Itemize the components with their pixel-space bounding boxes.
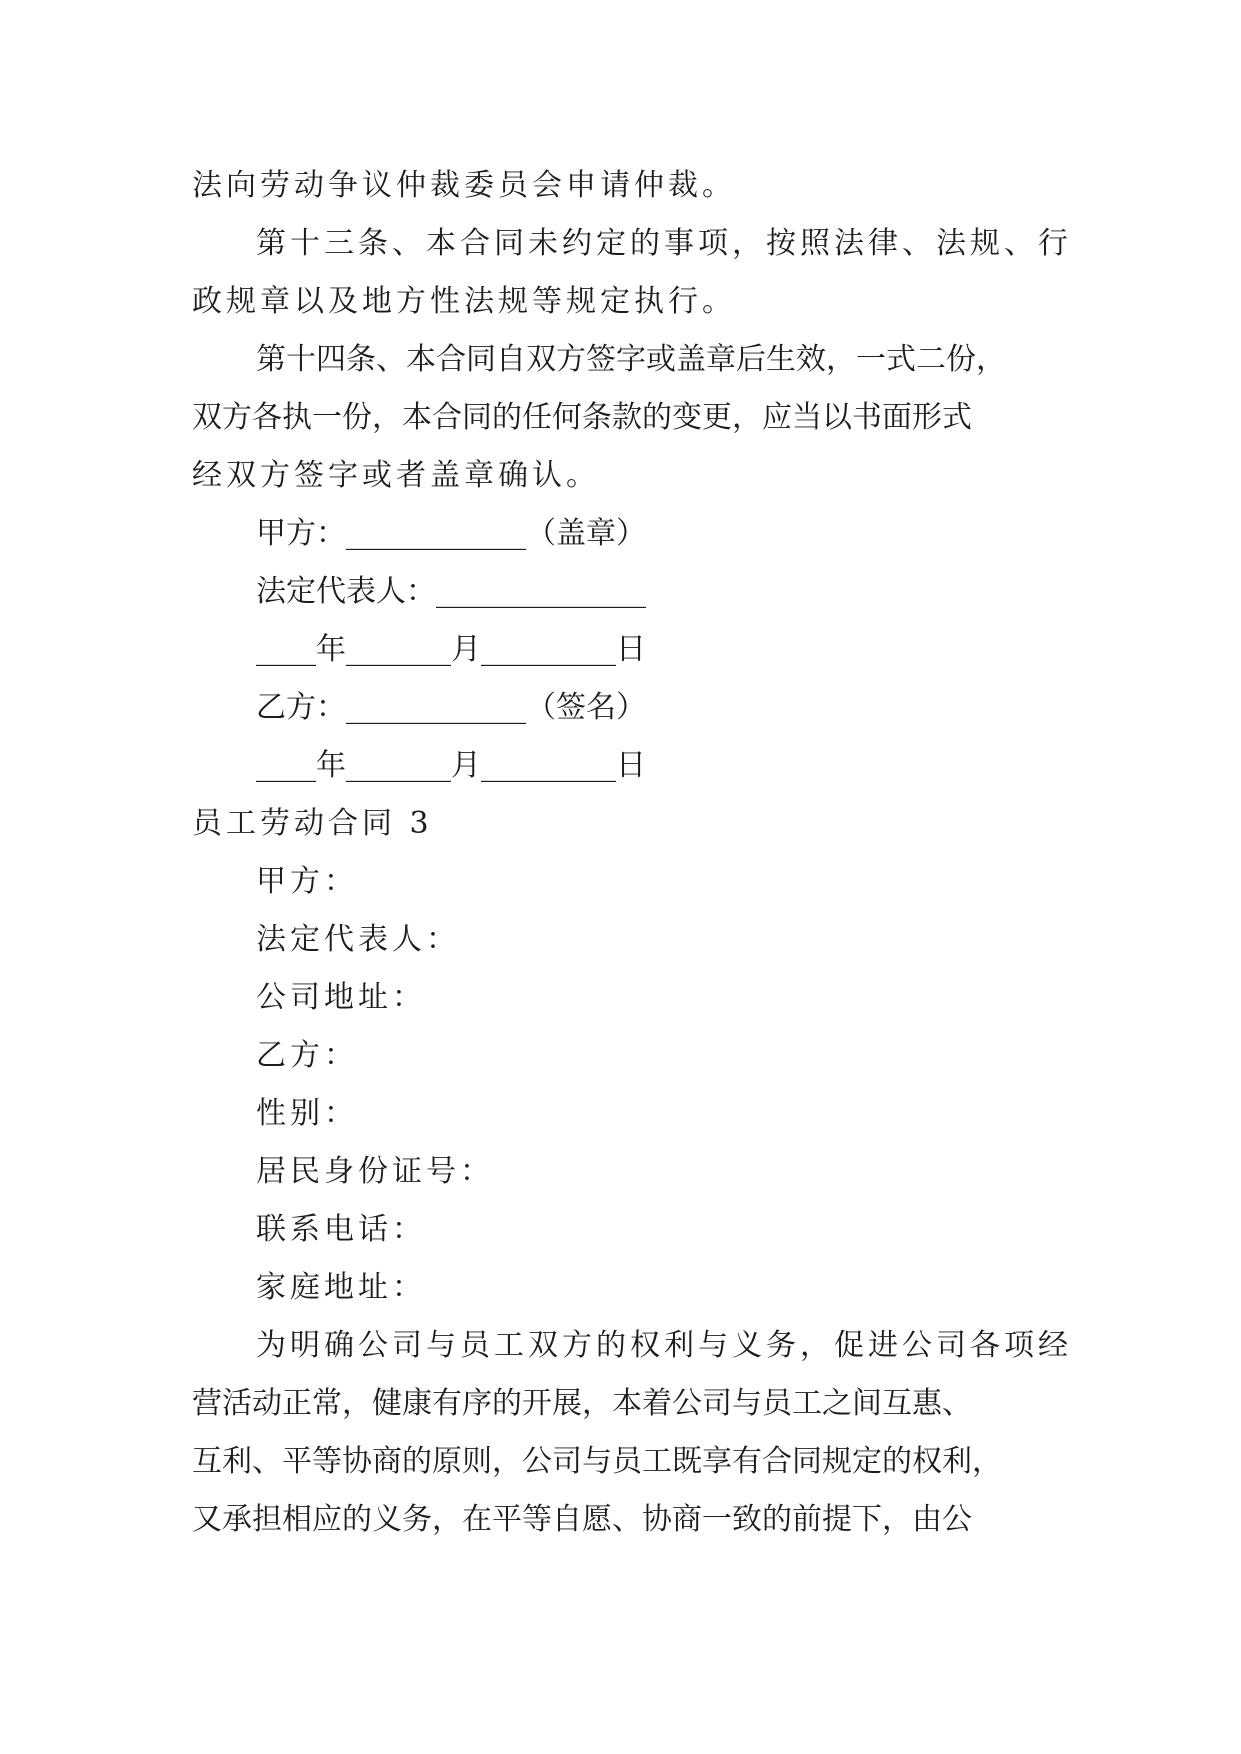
text-line: 双方各执一份，本合同的任何条款的变更，应当以书面形式 <box>192 400 972 435</box>
text-line: 又承担相应的义务，在平等自愿、协商一致的前提下，由公 <box>192 1502 972 1537</box>
text-line: 法向劳动争议仲裁委员会申请仲裁。 <box>192 168 736 203</box>
field-label-party-a: 甲方： <box>256 864 358 899</box>
field-label-party-b: 乙方： <box>256 1038 358 1073</box>
signature-line-party-b: 乙方：____________（签名） <box>256 690 646 725</box>
field-label-company-address: 公司地址： <box>256 980 426 1015</box>
text-line: 互利、平等协商的原则，公司与员工既享有合同规定的权利， <box>192 1444 1002 1479</box>
text-line: 政规章以及地方性法规等规定执行。 <box>192 284 736 319</box>
text-line: 第十四条、本合同自双方签字或盖章后生效，一式二份， <box>256 342 1006 377</box>
text-line: 营活动正常，健康有序的开展，本着公司与员工之间互惠、 <box>192 1386 972 1421</box>
field-label-gender: 性别： <box>256 1096 358 1131</box>
field-label-id-number: 居民身份证号： <box>256 1154 494 1189</box>
text-line: 经双方签字或者盖章确认。 <box>192 458 600 493</box>
field-label-home-address: 家庭地址： <box>256 1270 426 1305</box>
signature-line-party-a: 甲方：____________（盖章） <box>256 516 646 551</box>
field-label-legal-rep: 法定代表人： <box>256 922 460 957</box>
date-line: ____年_______月_________日 <box>256 748 646 783</box>
date-line: ____年_______月_________日 <box>256 632 646 667</box>
text-line: 第十三条、本合同未约定的事项，按照法律、法规、行 <box>256 226 1072 261</box>
field-label-phone: 联系电话： <box>256 1212 426 1247</box>
section-title: 员工劳动合同 3 <box>192 806 433 841</box>
signature-line-legal-rep: 法定代表人：______________ <box>256 574 646 609</box>
text-line: 为明确公司与员工双方的权利与义务，促进公司各项经 <box>256 1328 1072 1363</box>
